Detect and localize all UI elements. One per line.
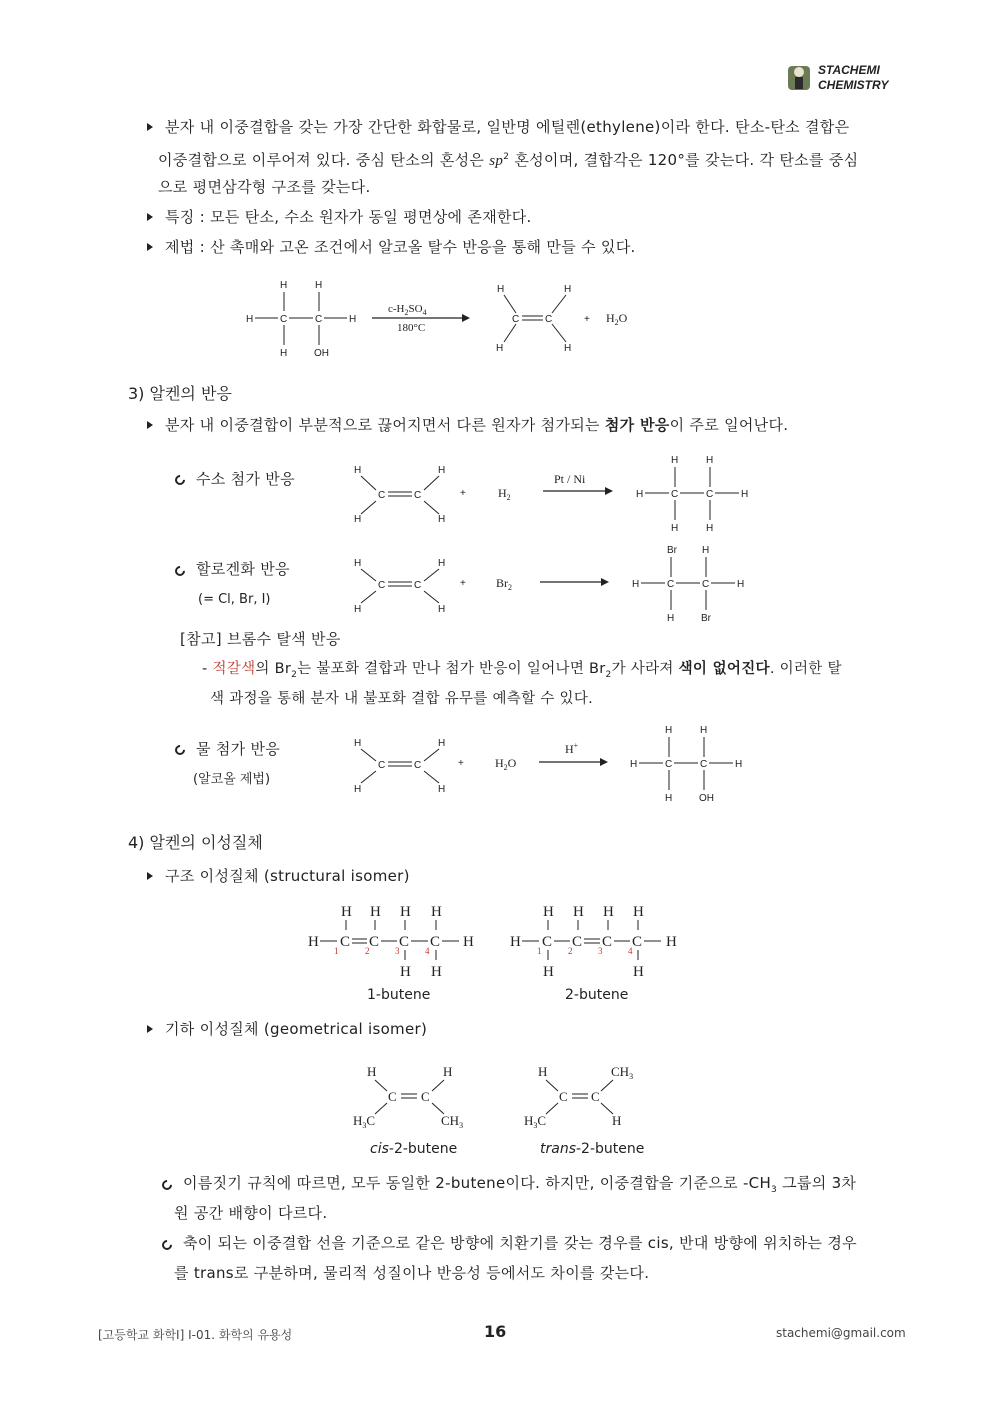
geometrical-isomers [345, 1058, 665, 1133]
hydration-scheme [340, 720, 760, 810]
atom-h: H [349, 314, 357, 325]
atom-h: H [510, 934, 521, 950]
atom-h: H [630, 759, 638, 770]
bullet-icon [147, 1025, 153, 1033]
geometrical-isomer-label: 기하 이성질체 (geometrical isomer) [165, 1020, 428, 1038]
cistrans-note-2-line2: 를 trans로 구분하며, 물리적 성질이나 반응성 등에서도 차이를 갖는다. [174, 1264, 650, 1282]
carbon-number: 4 [628, 946, 633, 956]
footer-email[interactable]: stachemi@gmail.com [776, 1326, 906, 1340]
sec3-text-b: 이 주로 일어난다. [669, 416, 789, 434]
atom-h: H [280, 280, 288, 291]
cistrans-note-1-line2: 원 공간 배향이 다르다. [174, 1204, 328, 1222]
bullet-icon [147, 872, 153, 880]
atom-c: C [632, 934, 643, 950]
intro-bullet-2: 특징 : 모든 탄소, 수소 원자가 동일 평면상에 존재한다. [165, 208, 532, 226]
atom-c: C [414, 580, 422, 591]
sp-symbol: sp [489, 153, 504, 169]
atom-c: C [388, 1089, 397, 1104]
intro-line2b: 혼성이며, 결합각은 120°를 갖는다. 각 탄소를 중심 [509, 151, 859, 169]
atom-h: H [543, 904, 554, 920]
atom-h: H [636, 489, 644, 500]
atom-c: C [340, 934, 351, 950]
subscript: 3 [771, 1185, 778, 1195]
intro-bullet-3: 제법 : 산 촉매와 고온 조건에서 알코올 탈수 반응을 통해 만들 수 있다. [165, 238, 636, 256]
atom-h: H [564, 284, 572, 295]
c1-line1b: 그룹의 3차 [777, 1174, 857, 1192]
brand-line1: STACHEMI [818, 63, 880, 77]
atom-h: H [246, 314, 254, 325]
trans-caption [540, 1139, 644, 1159]
cis-caption [370, 1139, 457, 1159]
atom-h: H [367, 1064, 377, 1079]
atom-br: Br [667, 545, 677, 556]
atom-c: C [667, 579, 675, 590]
subscript: 2 [291, 669, 298, 680]
structural-isomer-label: 구조 이성질체 (structural isomer) [165, 867, 410, 885]
cis-rest: -2-butene [388, 1141, 458, 1157]
carbon-number: 3 [395, 946, 400, 956]
arrow-reagent: $c-H_2SO_4$ [388, 303, 427, 317]
note-title: [참고] 브롬수 탈색 반응 [180, 630, 341, 648]
atom-h: H [400, 964, 411, 980]
atom-c: C [369, 934, 380, 950]
atom-br: Br [701, 613, 711, 624]
atom-h: H [671, 523, 679, 534]
footer-course: [고등학교 화학Ⅰ] Ⅰ-01. 화학의 유용성 [98, 1328, 293, 1342]
plus-sign: + [460, 578, 466, 589]
atom-h: H [370, 904, 381, 920]
atom-c: C [315, 314, 323, 325]
carbon-number: 1 [334, 946, 339, 956]
section3-title: 3) 알켄의 반응 [128, 384, 232, 403]
atom-h: H [665, 793, 673, 804]
note-l1d: . 이러한 탈 [769, 661, 842, 677]
atom-h: H [463, 934, 474, 950]
atom-h: H [438, 514, 446, 525]
atom-h: H [308, 934, 319, 950]
atom-h: H [354, 784, 362, 795]
water-label: 물 첨가 반응 [196, 740, 281, 758]
atom-h: H [603, 904, 614, 920]
atom-h: H [706, 523, 714, 534]
atom-c: C [430, 934, 441, 950]
intro-bullet-1 [165, 112, 905, 142]
note-l1a: 의 Br [255, 661, 292, 677]
atom-h: H [538, 1064, 548, 1079]
ethanol-dehydration-scheme [240, 275, 660, 365]
butene2-caption: 2-butene [565, 987, 629, 1003]
intro-line3: 으로 평면삼각형 구조를 갖는다. [158, 178, 371, 196]
logo-icon [785, 62, 813, 92]
atom-c: C [665, 759, 673, 770]
atom-oh: OH [699, 793, 714, 804]
catalyst-label: Pt / Ni [554, 472, 586, 486]
circle-bullet-icon [173, 743, 187, 757]
brand-line2: CHEMISTRY [818, 78, 889, 92]
atom-c: C [602, 934, 613, 950]
atom-c: C [706, 489, 714, 500]
note-l1b: 는 불포화 결합과 만나 첨가 반응이 일어나면 Br [297, 661, 606, 677]
atom-c: C [421, 1089, 430, 1104]
atom-h: H [573, 904, 584, 920]
trans-prefix: trans [540, 1141, 576, 1157]
bullet-icon [147, 243, 153, 251]
cistrans-note-2: 축이 되는 이중결합 선을 기준으로 같은 방향에 치환기를 갖는 경우를 cis, 반대 방향에 위치하는 경우 [183, 1234, 857, 1252]
atom-h: H [341, 904, 352, 920]
atom-c: C [542, 934, 553, 950]
h-add-label: 수소 첨가 반응 [196, 470, 295, 488]
atom-h: H [438, 784, 446, 795]
atom-h: H [702, 545, 710, 556]
atom-h: H [564, 343, 572, 354]
reagent-h2o: $H_2O$ [495, 756, 517, 772]
bullet-icon [147, 421, 153, 429]
atom-c: C [591, 1089, 600, 1104]
cis-prefix: cis [370, 1141, 389, 1157]
atom-h: H [667, 613, 675, 624]
reddish-brown-term: 적갈색 [212, 661, 256, 677]
halo-sub: (= Cl, Br, I) [198, 592, 271, 607]
atom-c: C [378, 490, 386, 501]
atom-c: C [280, 314, 288, 325]
atom-h: H [735, 759, 743, 770]
atom-h: H [354, 514, 362, 525]
atom-c: C [700, 759, 708, 770]
c1-line1: 이름짓기 규칙에 따르면, 모두 동일한 2-butene이다. 하지만, 이중결합을 기준으로 -CH [183, 1174, 772, 1192]
atom-h: H [438, 604, 446, 615]
atom-h: H [666, 934, 677, 950]
atom-c: C [559, 1089, 568, 1104]
sec3-text-a: 분자 내 이중결합이 부분적으로 끊어지면서 다른 원자가 첨가되는 [165, 416, 605, 434]
atom-h: H [354, 738, 362, 749]
trans-rest: -2-butene [576, 1141, 645, 1157]
atom-c: C [702, 579, 710, 590]
atom-h: H [431, 964, 442, 980]
note-l1c: 가 사라져 [611, 661, 679, 677]
circle-bullet-icon [160, 1238, 174, 1252]
sp-superscript: 2 [503, 152, 510, 162]
atom-h: H [438, 465, 446, 476]
carbon-number: 1 [537, 946, 542, 956]
atom-c: C [545, 314, 553, 325]
arrow-condition: 180°C [397, 322, 426, 334]
atom-h: H [496, 343, 504, 354]
hydrogenation-scheme [340, 450, 760, 540]
acid-catalyst: H+ [565, 741, 579, 756]
section4-title: 4) 알켄의 이성질체 [128, 833, 263, 852]
page-number: 16 [484, 1322, 507, 1341]
atom-h: H [737, 579, 745, 590]
atom-c: C [378, 580, 386, 591]
atom-h: H [632, 579, 640, 590]
atom-h: H [443, 1064, 453, 1079]
carbon-number: 2 [568, 946, 573, 956]
atom-h: H [543, 964, 554, 980]
atom-h: H [438, 738, 446, 749]
atom-oh: OH [314, 348, 329, 359]
halo-label: 할로겐화 반응 [196, 560, 290, 578]
atom-h: H [315, 280, 323, 291]
atom-h: H [354, 465, 362, 476]
atom-c: C [378, 760, 386, 771]
plus-sign: + [460, 488, 466, 499]
atom-h: H [438, 558, 446, 569]
subscript: 2 [605, 669, 612, 680]
circle-bullet-icon [160, 1178, 174, 1192]
atom-c: C [399, 934, 410, 950]
atom-h: H [633, 964, 644, 980]
atom-h: H [706, 455, 714, 466]
atom-c: C [572, 934, 583, 950]
water-sub: (알코올 제법) [193, 772, 271, 787]
bullet-icon [147, 123, 153, 131]
logo [785, 62, 813, 92]
atom-h: H [497, 284, 505, 295]
intro-line2 [158, 142, 858, 176]
atom-h: H [431, 904, 442, 920]
circle-bullet-icon [173, 564, 187, 578]
atom-h: H [400, 904, 411, 920]
atom-c: C [414, 760, 422, 771]
atom-h: H [354, 558, 362, 569]
methyl-group: $H_3C$ [524, 1113, 547, 1130]
atom-h: H [741, 489, 749, 500]
atom-c: C [414, 490, 422, 501]
atom-h: H [633, 904, 644, 920]
atom-h: H [671, 455, 679, 466]
addition-reaction-term: 첨가 반응 [604, 416, 670, 434]
butene1-caption: 1-butene [367, 987, 431, 1003]
bullet-icon [147, 213, 153, 221]
methyl-group: $CH_3$ [441, 1113, 464, 1130]
water-product: $H_2O$ [606, 311, 628, 327]
note-dash: - [202, 661, 213, 677]
plus-sign: + [458, 758, 464, 769]
atom-c: C [671, 489, 679, 500]
note-line2: 색 과정을 통해 분자 내 불포화 결합 유무를 예측할 수 있다. [210, 691, 594, 707]
circle-bullet-icon [173, 473, 187, 487]
atom-c: C [512, 314, 520, 325]
atom-h: H [700, 725, 708, 736]
halogenation-scheme [340, 540, 760, 630]
reagent-br2: $Br_2$ [496, 576, 512, 592]
decolorize-term: 색이 없어진다 [678, 661, 770, 677]
methyl-group: $CH_3$ [611, 1064, 634, 1081]
carbon-number: 2 [365, 946, 370, 956]
atom-h: H [612, 1113, 622, 1128]
atom-h: H [280, 348, 288, 359]
plus-sign: + [584, 314, 590, 325]
reagent-h2: $H_2$ [498, 486, 511, 502]
atom-h: H [665, 725, 673, 736]
intro-line2a: 이중결합으로 이루어져 있다. 중심 탄소의 혼성은 [158, 151, 490, 169]
intro-line1: 분자 내 이중결합을 갖는 가장 간단한 화합물로, 일반명 에틸렌(ethylene)이라 한다. 탄소-탄소 결합은 [165, 118, 850, 136]
structural-isomers [300, 898, 700, 988]
carbon-number: 3 [598, 946, 603, 956]
section3-bullet [165, 410, 788, 440]
carbon-number: 4 [425, 946, 430, 956]
methyl-group: $H_3C$ [353, 1113, 376, 1130]
atom-h: H [354, 604, 362, 615]
